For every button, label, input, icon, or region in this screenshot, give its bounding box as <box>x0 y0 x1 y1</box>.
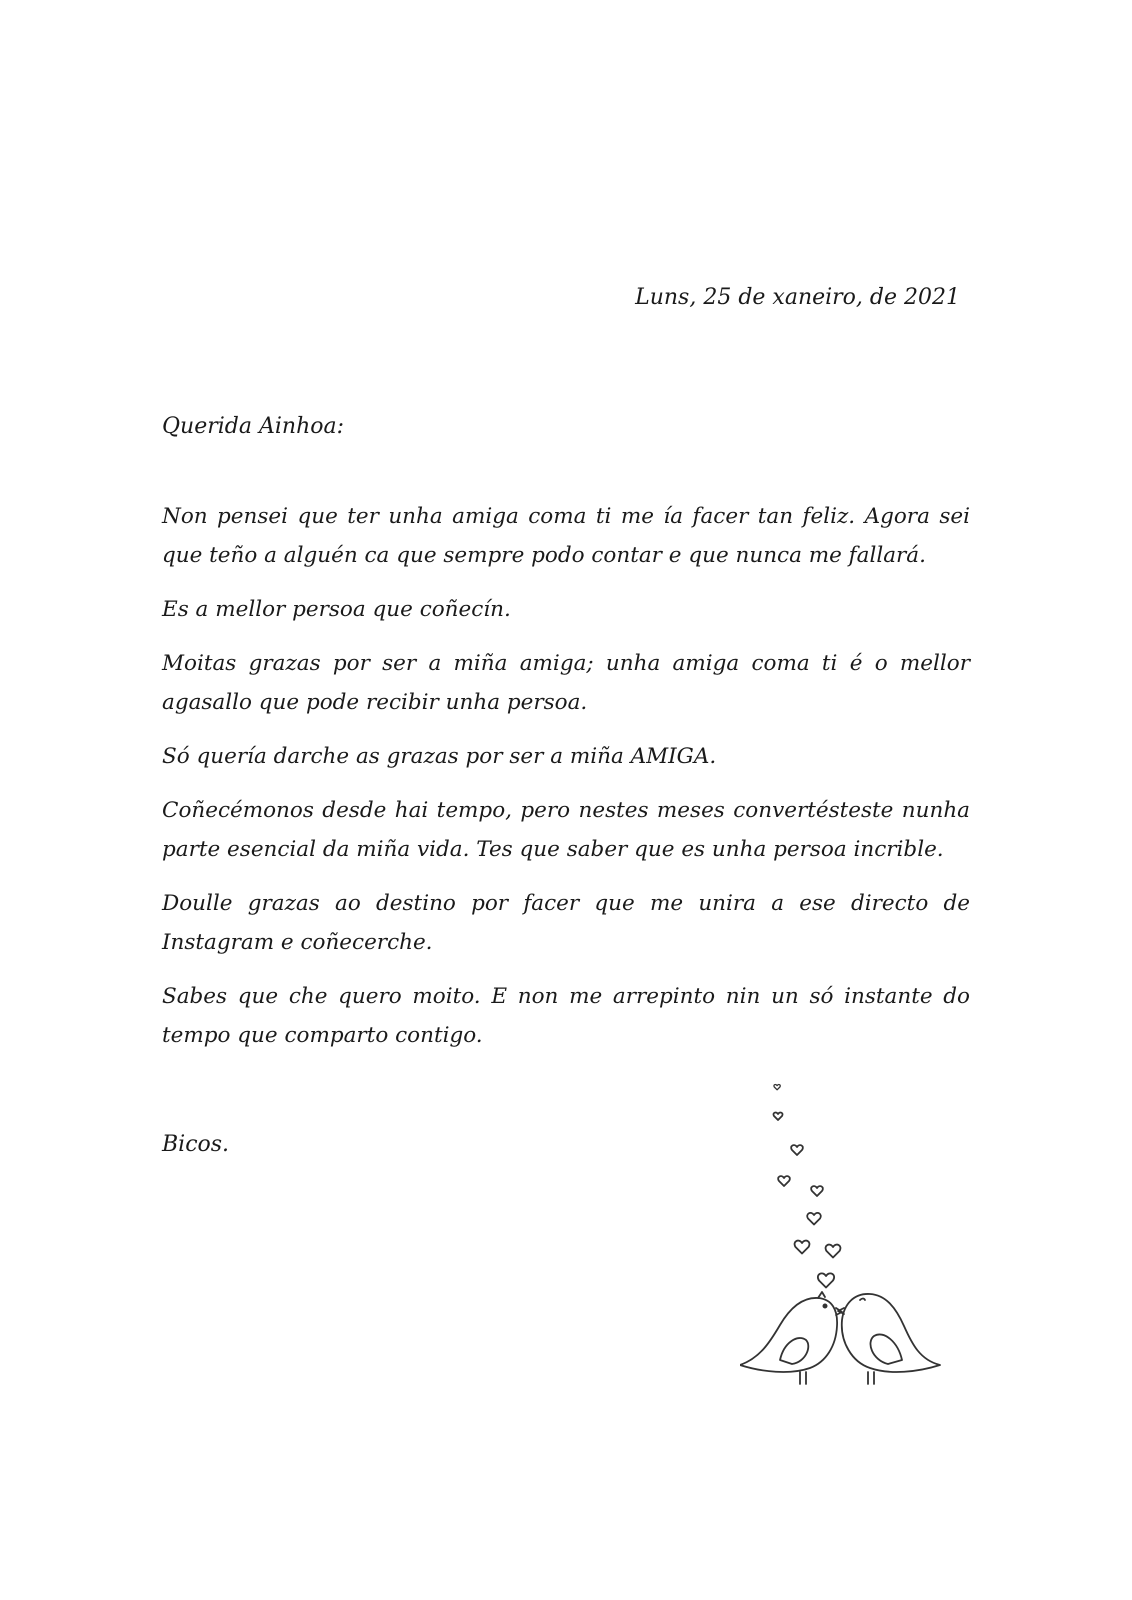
paragraph: Doulle grazas ao destino por facer que me unira a ese directo de Instagram e coñecerche. <box>162 891 970 955</box>
letter-date: Luns, 25 de xaneiro, de 2021 <box>635 285 960 310</box>
paragraph: Non pensei que ter unha amiga coma ti me ía facer tan feliz. Agora sei que teño a alguén ca que sempre podo contar e que nunca me fallará. <box>162 504 970 568</box>
hearts-group <box>773 1085 840 1288</box>
love-birds-with-hearts-icon <box>740 1080 970 1420</box>
paragraph: Es a mellor persoa que coñecín. <box>162 597 511 622</box>
paragraph: Coñecémonos desde hai tempo, pero nestes meses convertésteste nunha parte esencial da miña vida. Tes que saber que es unha persoa incrible. <box>162 798 970 862</box>
letter-body <box>162 497 970 1070</box>
letter-greeting: Querida Ainhoa: <box>162 414 345 439</box>
paragraph: Moitas grazas por ser a miña amiga; unha amiga coma ti é o mellor agasallo que pode recibir unha persoa. <box>162 651 970 715</box>
right-bird <box>838 1294 940 1384</box>
letter-closing: Bicos. <box>162 1132 230 1157</box>
paragraph: Só quería darche as grazas por ser a miña AMIGA. <box>162 744 717 769</box>
paragraph: Sabes que che quero moito. E non me arrepinto nin un só instante do tempo que comparto contigo. <box>162 984 970 1048</box>
left-bird <box>740 1292 842 1384</box>
